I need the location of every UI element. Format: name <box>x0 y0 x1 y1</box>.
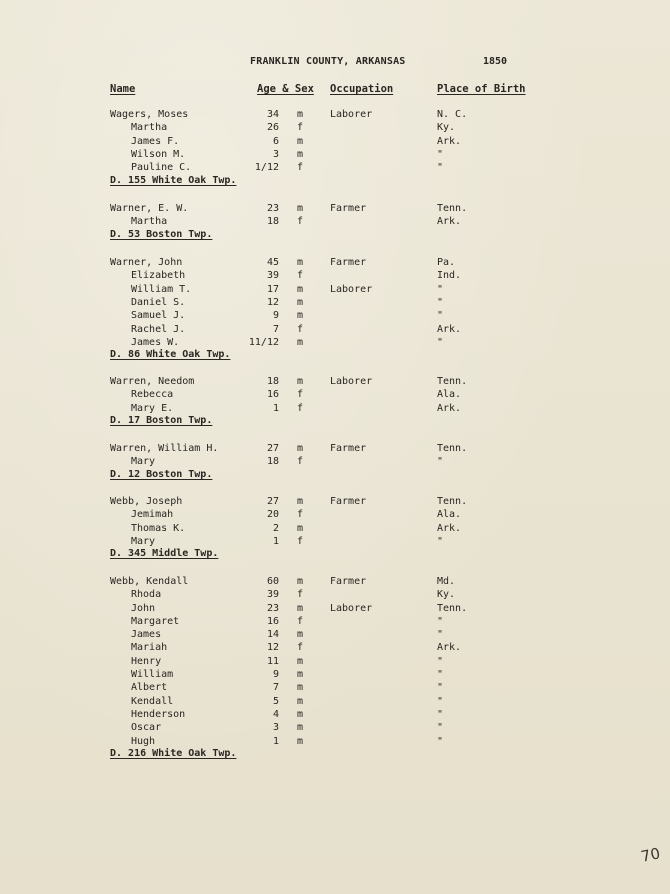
person-occupation: Farmer <box>330 496 367 507</box>
person-age: 3 <box>272 149 279 160</box>
person-birthplace: Ala. <box>437 509 462 520</box>
person-name: Mary <box>131 456 156 467</box>
person-sex: m <box>297 669 304 680</box>
table-row <box>0 668 670 681</box>
table-row <box>0 148 670 161</box>
person-age: 1 <box>272 536 279 547</box>
person-birthplace: " <box>437 536 444 547</box>
person-birthplace: Tenn. <box>437 496 468 507</box>
person-age: 18 <box>266 456 279 467</box>
table-row <box>0 535 670 548</box>
table-row <box>0 336 670 349</box>
person-age: 1/12 <box>254 162 279 173</box>
person-age: 23 <box>266 603 279 614</box>
person-occupation: Laborer <box>330 109 373 120</box>
person-birthplace: N. C. <box>437 109 468 120</box>
table-row <box>0 695 670 708</box>
table-row <box>0 721 670 734</box>
person-birthplace: " <box>437 709 444 720</box>
person-name: Wilson M. <box>131 149 186 160</box>
person-name: Wagers, Moses <box>110 109 189 120</box>
column-header-name: Name <box>110 83 136 95</box>
person-age: 27 <box>266 496 279 507</box>
column-header-birthplace: Place of Birth <box>437 83 526 95</box>
person-name: Martha <box>131 216 168 227</box>
person-sex: m <box>297 603 304 614</box>
person-sex: m <box>297 709 304 720</box>
person-name: William T. <box>131 284 192 295</box>
dwelling-note: D. 155 White Oak Twp. <box>110 175 237 186</box>
person-name: Warner, E. W. <box>110 203 189 214</box>
table-row <box>0 575 670 588</box>
person-birthplace: Md. <box>437 576 456 587</box>
person-birthplace: Ark. <box>437 403 462 414</box>
person-birthplace: " <box>437 616 444 627</box>
person-sex: m <box>297 629 304 640</box>
table-row <box>0 615 670 628</box>
person-age: 18 <box>266 216 279 227</box>
person-sex: f <box>297 509 304 520</box>
person-age: 16 <box>266 389 279 400</box>
person-age: 7 <box>272 324 279 335</box>
person-sex: f <box>297 270 304 281</box>
person-sex: m <box>297 722 304 733</box>
table-row <box>0 215 670 228</box>
table-row <box>0 735 670 748</box>
page-title: FRANKLIN COUNTY, ARKANSAS <box>250 56 406 67</box>
person-name: Thomas K. <box>131 523 186 534</box>
person-occupation: Farmer <box>330 576 367 587</box>
person-sex: f <box>297 324 304 335</box>
page-number: 70 <box>639 844 662 866</box>
person-sex: f <box>297 642 304 653</box>
table-row <box>0 455 670 468</box>
person-name: Mary <box>131 536 156 547</box>
person-name: Warren, Needom <box>110 376 195 387</box>
person-birthplace: " <box>437 310 444 321</box>
person-name: Henderson <box>131 709 186 720</box>
person-birthplace: " <box>437 284 444 295</box>
person-birthplace: Tenn. <box>437 376 468 387</box>
person-name: Jemimah <box>131 509 174 520</box>
table-row <box>0 256 670 269</box>
table-row <box>0 522 670 535</box>
person-sex: m <box>297 656 304 667</box>
person-birthplace: " <box>437 337 444 348</box>
person-sex: f <box>297 456 304 467</box>
person-occupation: Laborer <box>330 284 373 295</box>
table-row <box>0 323 670 336</box>
column-header-age-sex: Age & Sex <box>257 83 314 95</box>
table-row <box>0 309 670 322</box>
person-age: 9 <box>272 669 279 680</box>
person-name: Warner, John <box>110 257 183 268</box>
person-age: 34 <box>266 109 279 120</box>
person-birthplace: Tenn. <box>437 203 468 214</box>
person-birthplace: Ky. <box>437 589 456 600</box>
table-row <box>0 161 670 174</box>
person-name: Rachel J. <box>131 324 186 335</box>
dwelling-note: D. 12 Boston Twp. <box>110 469 213 480</box>
person-birthplace: " <box>437 736 444 747</box>
person-sex: f <box>297 389 304 400</box>
person-sex: f <box>297 403 304 414</box>
person-birthplace: Ark. <box>437 136 462 147</box>
person-sex: m <box>297 696 304 707</box>
person-age: 26 <box>266 122 279 133</box>
person-name: Rhoda <box>131 589 162 600</box>
dwelling-note: D. 17 Boston Twp. <box>110 415 213 426</box>
person-sex: f <box>297 616 304 627</box>
person-sex: m <box>297 297 304 308</box>
person-sex: m <box>297 203 304 214</box>
person-occupation: Laborer <box>330 603 373 614</box>
person-occupation: Farmer <box>330 203 367 214</box>
person-name: Margaret <box>131 616 180 627</box>
person-birthplace: " <box>437 682 444 693</box>
table-row <box>0 135 670 148</box>
person-sex: m <box>297 736 304 747</box>
person-birthplace: " <box>437 149 444 160</box>
table-row <box>0 283 670 296</box>
table-row <box>0 588 670 601</box>
person-name: Oscar <box>131 722 162 733</box>
person-sex: m <box>297 376 304 387</box>
person-birthplace: Ark. <box>437 216 462 227</box>
person-sex: m <box>297 257 304 268</box>
person-name: Elizabeth <box>131 270 186 281</box>
person-age: 12 <box>266 297 279 308</box>
person-name: James <box>131 629 162 640</box>
dwelling-note: D. 86 White Oak Twp. <box>110 349 231 360</box>
person-sex: m <box>297 576 304 587</box>
person-age: 4 <box>272 709 279 720</box>
person-name: Webb, Joseph <box>110 496 183 507</box>
person-sex: m <box>297 149 304 160</box>
person-age: 2 <box>272 523 279 534</box>
person-sex: m <box>297 496 304 507</box>
person-sex: m <box>297 284 304 295</box>
person-name: Henry <box>131 656 162 667</box>
person-sex: m <box>297 337 304 348</box>
person-sex: f <box>297 589 304 600</box>
person-sex: f <box>297 216 304 227</box>
person-name: Mary E. <box>131 403 174 414</box>
person-name: Warren, William H. <box>110 443 219 454</box>
person-age: 11/12 <box>248 337 279 348</box>
person-birthplace: " <box>437 722 444 733</box>
person-birthplace: Ark. <box>437 642 462 653</box>
person-age: 7 <box>272 682 279 693</box>
table-row <box>0 628 670 641</box>
person-name: Samuel J. <box>131 310 186 321</box>
person-age: 9 <box>272 310 279 321</box>
person-name: Daniel S. <box>131 297 186 308</box>
person-birthplace: " <box>437 696 444 707</box>
person-age: 20 <box>266 509 279 520</box>
person-age: 12 <box>266 642 279 653</box>
person-name: James W. <box>131 337 180 348</box>
person-birthplace: Ark. <box>437 523 462 534</box>
person-sex: m <box>297 443 304 454</box>
table-row <box>0 641 670 654</box>
table-row <box>0 655 670 668</box>
person-sex: m <box>297 682 304 693</box>
person-age: 39 <box>266 589 279 600</box>
person-occupation: Laborer <box>330 376 373 387</box>
person-birthplace: " <box>437 162 444 173</box>
person-age: 17 <box>266 284 279 295</box>
person-sex: m <box>297 136 304 147</box>
table-row <box>0 202 670 215</box>
table-row <box>0 402 670 415</box>
person-name: Albert <box>131 682 168 693</box>
person-age: 14 <box>266 629 279 640</box>
person-occupation: Farmer <box>330 443 367 454</box>
person-birthplace: Tenn. <box>437 603 468 614</box>
person-sex: m <box>297 109 304 120</box>
person-birthplace: " <box>437 656 444 667</box>
person-age: 39 <box>266 270 279 281</box>
person-age: 23 <box>266 203 279 214</box>
person-age: 18 <box>266 376 279 387</box>
person-birthplace: Ind. <box>437 270 462 281</box>
person-name: James F. <box>131 136 180 147</box>
person-age: 11 <box>266 656 279 667</box>
person-age: 1 <box>272 403 279 414</box>
person-age: 5 <box>272 696 279 707</box>
table-row <box>0 681 670 694</box>
person-sex: m <box>297 310 304 321</box>
person-name: Rebecca <box>131 389 174 400</box>
person-name: Kendall <box>131 696 174 707</box>
dwelling-note: D. 216 White Oak Twp. <box>110 748 237 759</box>
person-name: William <box>131 669 174 680</box>
table-row <box>0 108 670 121</box>
table-row <box>0 388 670 401</box>
person-age: 6 <box>272 136 279 147</box>
person-age: 45 <box>266 257 279 268</box>
person-birthplace: Ala. <box>437 389 462 400</box>
person-age: 27 <box>266 443 279 454</box>
person-age: 1 <box>272 736 279 747</box>
person-name: John <box>131 603 156 614</box>
table-row <box>0 121 670 134</box>
table-row <box>0 508 670 521</box>
table-row <box>0 442 670 455</box>
person-sex: f <box>297 162 304 173</box>
person-birthplace: " <box>437 456 444 467</box>
census-year: 1850 <box>483 56 508 67</box>
person-age: 60 <box>266 576 279 587</box>
person-sex: m <box>297 523 304 534</box>
person-name: Webb, Kendall <box>110 576 189 587</box>
person-birthplace: " <box>437 669 444 680</box>
person-sex: f <box>297 536 304 547</box>
dwelling-note: D. 345 Middle Twp. <box>110 548 219 559</box>
table-row <box>0 495 670 508</box>
table-row <box>0 296 670 309</box>
person-birthplace: " <box>437 629 444 640</box>
person-birthplace: Pa. <box>437 257 456 268</box>
table-row <box>0 602 670 615</box>
person-age: 16 <box>266 616 279 627</box>
person-birthplace: " <box>437 297 444 308</box>
person-birthplace: Ark. <box>437 324 462 335</box>
table-row <box>0 708 670 721</box>
table-row <box>0 375 670 388</box>
person-name: Martha <box>131 122 168 133</box>
table-row <box>0 269 670 282</box>
person-birthplace: Tenn. <box>437 443 468 454</box>
person-sex: f <box>297 122 304 133</box>
person-name: Hugh <box>131 736 156 747</box>
person-name: Pauline C. <box>131 162 192 173</box>
person-occupation: Farmer <box>330 257 367 268</box>
column-header-occupation: Occupation <box>330 83 394 95</box>
dwelling-note: D. 53 Boston Twp. <box>110 229 213 240</box>
person-age: 3 <box>272 722 279 733</box>
person-name: Mariah <box>131 642 168 653</box>
person-birthplace: Ky. <box>437 122 456 133</box>
